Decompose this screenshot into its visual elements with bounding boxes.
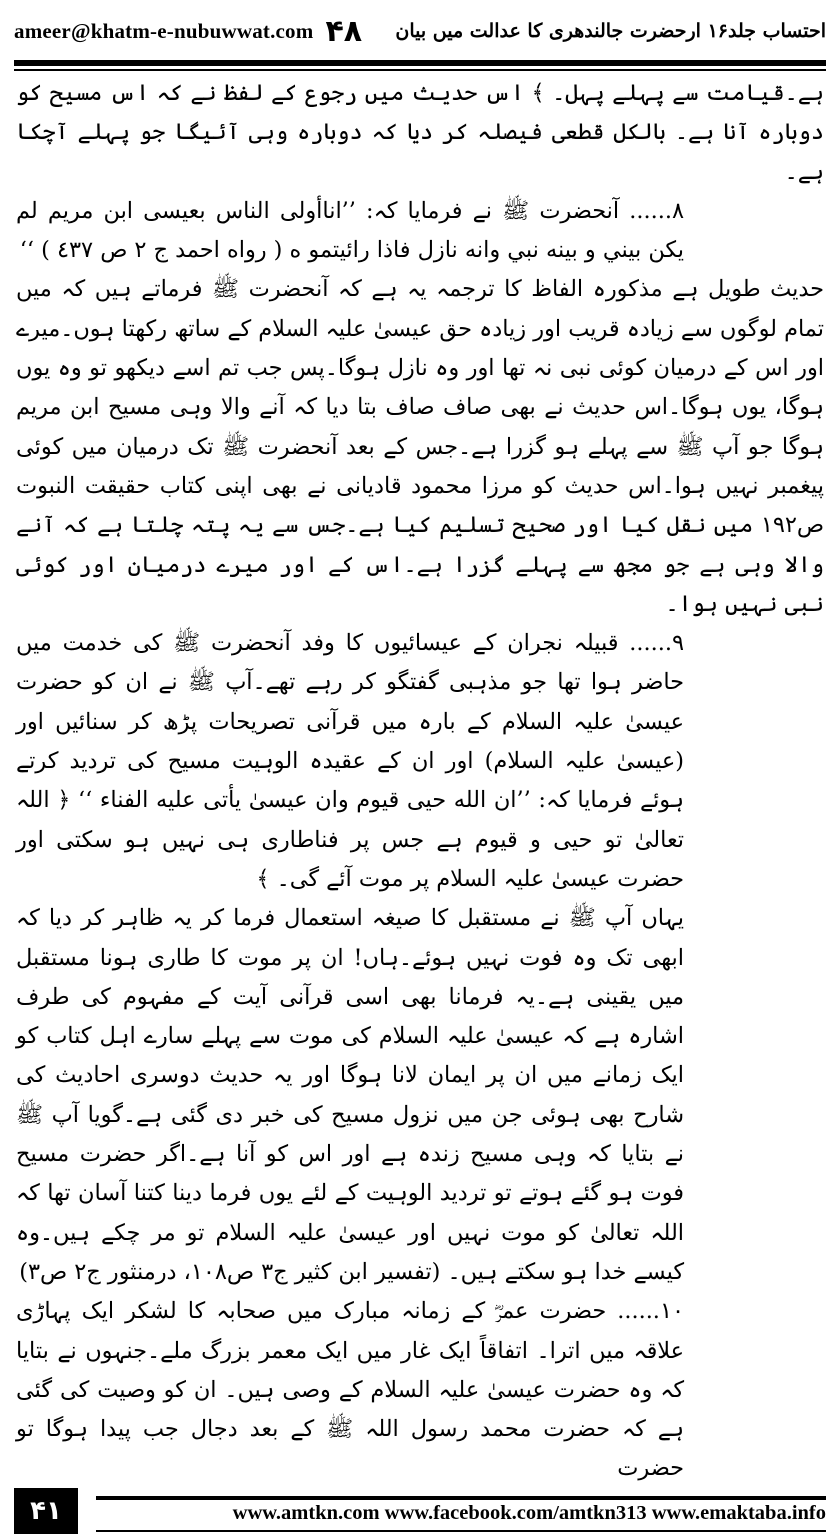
footer-rule-top [96, 1496, 826, 1500]
paragraph-1: ہے۔قیامت سے پہلے پہل۔ ﴾ اس حدیث میں رجوع کے لفظ نے کہ اس مسیح کو دوبارہ آنا ہے۔ بالکل قطعی فیصلہ کر دیا کہ دوبارہ وہی آئیگا جو پہلے آچکا ہے۔ [16, 80, 824, 185]
page-body [16, 74, 824, 1482]
paragraph-2-hadith-8: ۸...... آنحضرت ﷺ نے فرمایا کہ: ’’اناأولى الناس بعيسى ابن مريم لم يكن بيني و بينه نبي وانه نازل فاذا رائيتمو ه ( رواه احمد ج ٢ ص ٤٣٧ ) ‘‘ [16, 197, 684, 264]
header-page-number: ۴۸ [325, 13, 363, 49]
header-email: ameer@khatm-e-nubuwwat.com [14, 18, 314, 43]
header-rule-thick [14, 60, 826, 66]
paragraph-3: حدیث طویل ہے مذکورہ الفاظ کا ترجمہ یہ ہے کہ آنحضرت ﷺ فرماتے ہیں کہ میں تمام لوگوں سے زیادہ قریب اور زیادہ حق عیسیٰ علیہ السلام کے ساتھ رکھتا ہوں۔میرے اور اس کے درمیان کوئی نبی نہ تھا اور وہ نازل ہوگا۔پس جب تم اسے دیکھو تو وہ یوں ہوگا، یوں ہوگا۔اس حدیث نے بھی صاف صاف بتا دیا کہ آنے والا وہی مسیح ابن مریم ہوگا جو آپ ﷺ سے پہلے ہو گزرا ہے۔جس کے بعد آنحضرت ﷺ تک درمیان میں کوئی پیغمبر نہیں ہوا۔اس حدیث کو مرزا محمود قادیانی نے بھی اپنی کتاب حقیقت النبوت ص۱۹۲ میں نقل کیا اور صحیح تسلیم کیا ہے۔جس سے یہ پتہ چلتا ہے کہ آنے والا وہی ہے جو مجھ سے پہلے گزرا ہے۔اس کے اور میرے درمیان اور کوئی نبی نہیں ہوا۔ [16, 276, 824, 617]
footer-page-number: ۴۱ [14, 1488, 78, 1534]
paragraph-4-hadith-9: ۹...... قبیلہ نجران کے عیسائیوں کا وفد آنحضرت ﷺ کی خدمت میں حاضر ہوا تھا جو مذہبی گفتگو کر رہے تھے۔آپ ﷺ نے ان کو حضرت عیسیٰ علیہ السلام کے بارہ میں قرآنی تصریحات پڑھ کر سنائیں اور (عیسیٰ علیہ السلام) اور ان کے عقیدہ الوہیت مسیح کی تردید کرتے ہوئے فرمایا کہ: ’’ان الله حيى قيوم وان عيسىٰ يأتى عليه الفناء ‘‘ ﴿ اللہ تعالیٰ تو حیی و قیوم ہے جس پر فناطاری ہی نہیں ہو سکتی اور حضرت عیسیٰ علیہ السلام پر موت آئے گی۔ ﴾ [16, 630, 684, 892]
paragraph-5: یہاں آپ ﷺ نے مستقبل کا صیغہ استعمال فرما کر یہ ظاہر کر دیا کہ ابھی تک وہ فوت نہیں ہوئے۔ہاں! ان پر موت کا طاری ہونا مستقبل میں یقینی ہے۔یہ فرمانا بھی اسی قرآنی آیت کے مفہوم کی طرف اشارہ ہے کہ عیسیٰ علیہ السلام کی موت سے پہلے سارے اہل کتاب کو ایک زمانے میں ان پر ایمان لانا ہوگا اور یہ حدیث دوسری احادیث کی شارح بھی ہوئی جن میں نزول مسیح کی خبر دی گئی ہے۔گویا آپ ﷺ نے بتایا کہ وہی مسیح زندہ ہے اور اس کو آنا ہے۔اگر حضرت مسیح فوت ہو گئے ہوتے تو تردید الوہیت کے لئے یوں فرما دینا کتنا آسان تھا کہ اللہ تعالیٰ کو موت نہیں اور عیسیٰ علیہ السلام تو مر چکے ہیں۔وہ کیسے خدا ہو سکتے ہیں۔ (تفسیر ابن کثیر ج۳ ص۱۰۸، درمنثور ج۲ ص۳) [16, 905, 684, 1285]
page-header [14, 6, 826, 56]
paragraph-6-hadith-10: ۱۰...... حضرت عمرؓ کے زمانہ مبارک میں صحابہ کا لشکر ایک پہاڑی علاقہ میں اترا۔ اتفاقاً ایک غار میں ایک معمر بزرگ ملے۔جنہوں نے بتایا کہ وہ حضرت عیسیٰ علیہ السلام کے وصی ہیں۔ ان کو وصیت کی گئی ہے کہ حضرت محمد رسول اللہ ﷺ کے بعد دجال جب پیدا ہوگا تو حضرت [16, 1298, 684, 1482]
page-footer [14, 1488, 826, 1534]
footer-links[interactable]: www.amtkn.com www.facebook.com/amtkn313 www.emaktaba.info [232, 1502, 826, 1524]
header-title: احتساب جلد۱۶ ارحضرت جالندھری کا عدالت میں بیان [395, 20, 826, 42]
header-rule-thin [14, 69, 826, 71]
footer-rule-bottom [96, 1530, 826, 1532]
